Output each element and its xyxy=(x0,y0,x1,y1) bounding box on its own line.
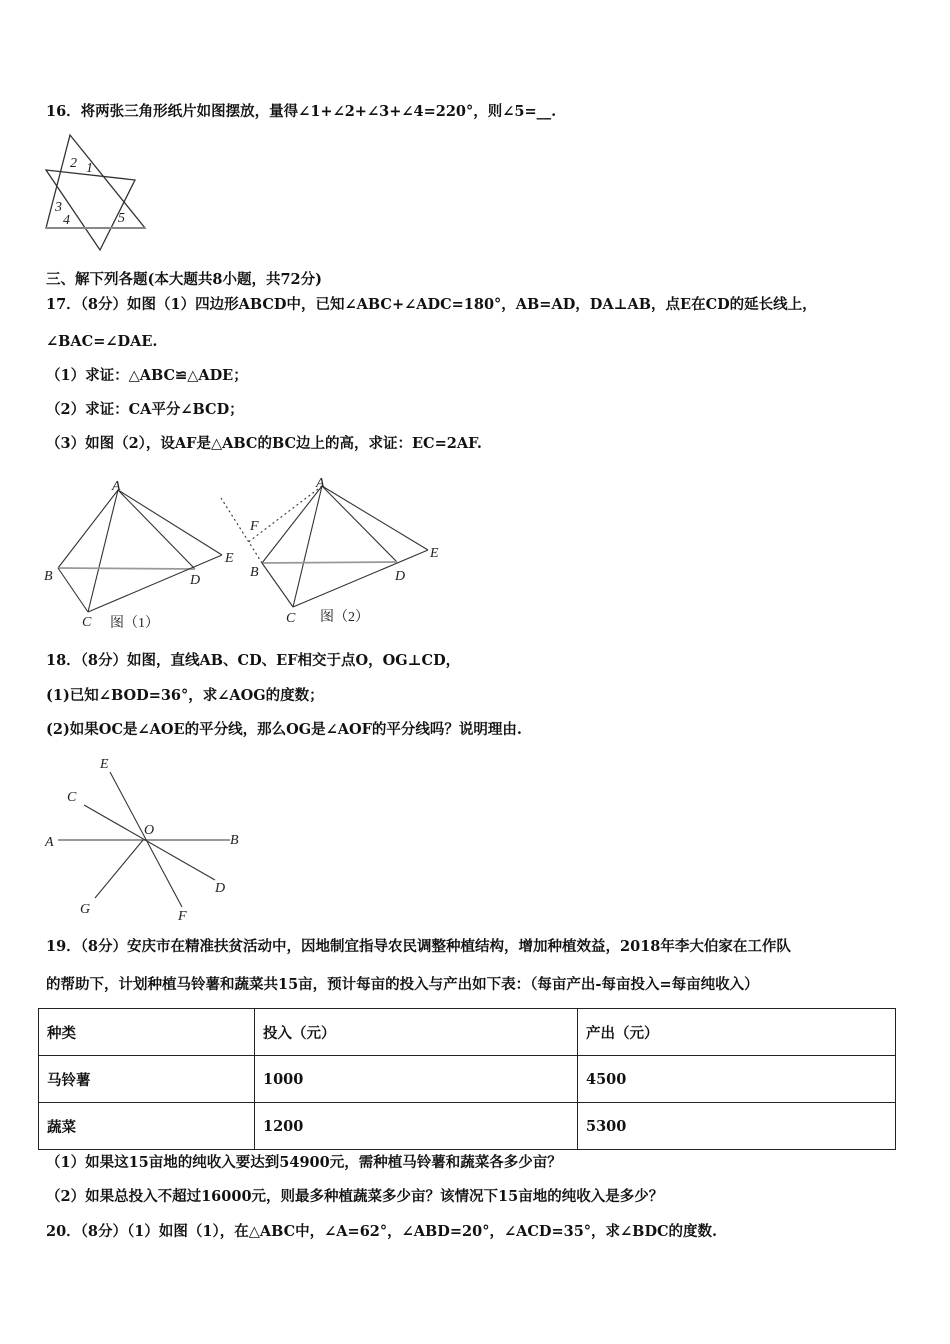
point-label: F xyxy=(178,909,187,924)
section-heading: 三、解下列各题(本大题共8小题，共72分) xyxy=(46,271,322,288)
q19-table xyxy=(38,1008,896,1150)
q17-figure-2 xyxy=(221,486,428,607)
point-label: A xyxy=(316,476,325,491)
angle-label-4: 4 xyxy=(63,213,70,228)
point-label: E xyxy=(430,546,439,561)
q20-line1: 20．（8分）（1）如图（1），在△ABC中，∠A=62°，∠ABD=20°，∠ACD=35°，求∠BDC的度数. xyxy=(46,1223,718,1240)
point-label: E xyxy=(225,551,234,566)
point-label: B xyxy=(44,569,53,584)
point-label: D xyxy=(190,573,201,588)
point-label: B xyxy=(230,833,239,848)
q19-line1: 19．（8分）安庆市在精准扶贫活动中，因地制宜指导农民调整种植结构，增加种植效益，2018年李大伯家在工作队 xyxy=(46,938,791,955)
table-cell: 蔬菜 xyxy=(39,1103,255,1150)
point-label: F xyxy=(250,519,259,534)
q18-line1: 18．（8分）如图，直线AB、CD、EF相交于点O，OG⊥CD， xyxy=(46,652,461,669)
table-row xyxy=(39,1056,896,1103)
q18-part2: (2)如果OC是∠AOE的平分线，那么OG是∠AOF的平分线吗？说明理由. xyxy=(46,721,522,738)
point-label: E xyxy=(100,757,109,772)
angle-label-2: 2 xyxy=(70,156,77,171)
q17-line1: 17．（8分）如图（1）四边形ABCD中，已知∠ABC+∠ADC=180°，AB=AD，DA⊥AB，点E在CD的延长线上， xyxy=(46,296,817,313)
table-cell: 1000 xyxy=(255,1056,578,1103)
point-label: C xyxy=(82,615,92,630)
q17-line2: ∠BAC=∠DAE. xyxy=(46,333,158,350)
q16-figure xyxy=(46,135,145,250)
table-row xyxy=(39,1103,896,1150)
table-cell: 5300 xyxy=(578,1103,896,1150)
q17-part2: （2）求证：CA平分∠BCD； xyxy=(46,401,244,418)
point-label: C xyxy=(286,611,296,626)
point-label: A xyxy=(112,479,121,494)
point-label: A xyxy=(45,835,54,850)
q17-part3: （3）如图（2），设AF是△ABC的BC边上的高，求证：EC=2AF. xyxy=(46,435,482,452)
q19-line2: 的帮助下，计划种植马铃薯和蔬菜共15亩，预计每亩的投入与产出如下表：（每亩产出-每亩投入=每亩纯收入） xyxy=(46,976,759,993)
angle-label-1: 1 xyxy=(86,161,93,176)
q18-figure xyxy=(58,772,230,907)
table-header: 种类 xyxy=(39,1009,255,1056)
q18-part1: (1)已知∠BOD=36°，求∠AOG的度数； xyxy=(46,687,324,704)
fig1-caption: 图（1） xyxy=(110,616,159,631)
point-label: D xyxy=(215,881,226,896)
table-cell: 1200 xyxy=(255,1103,578,1150)
q17-part1: （1）求证：△ABC≌△ADE； xyxy=(46,367,248,384)
point-label: O xyxy=(144,823,155,838)
table-cell: 4500 xyxy=(578,1056,896,1103)
q19-part1: （1）如果这15亩地的纯收入要达到54900元，需种植马铃薯和蔬菜各多少亩？ xyxy=(46,1154,562,1171)
fig2-caption: 图（2） xyxy=(320,610,369,625)
table-header: 产出（元） xyxy=(578,1009,896,1056)
table-header-row xyxy=(39,1009,896,1056)
q17-figure-1 xyxy=(58,490,222,612)
q16-text: 16．将两张三角形纸片如图摆放，量得∠1+∠2+∠3+∠4=220°，则∠5=__. xyxy=(46,103,557,120)
angle-label-3: 3 xyxy=(55,200,62,215)
point-label: B xyxy=(250,565,259,580)
point-label: G xyxy=(80,902,91,917)
point-label: D xyxy=(395,569,406,584)
table-cell: 马铃薯 xyxy=(39,1056,255,1103)
point-label: C xyxy=(67,790,77,805)
table-header: 投入（元） xyxy=(255,1009,578,1056)
angle-label-5: 5 xyxy=(118,211,125,226)
q19-part2: （2）如果总投入不超过16000元，则最多种植蔬菜多少亩？该情况下15亩地的纯收入是多少？ xyxy=(46,1188,664,1205)
